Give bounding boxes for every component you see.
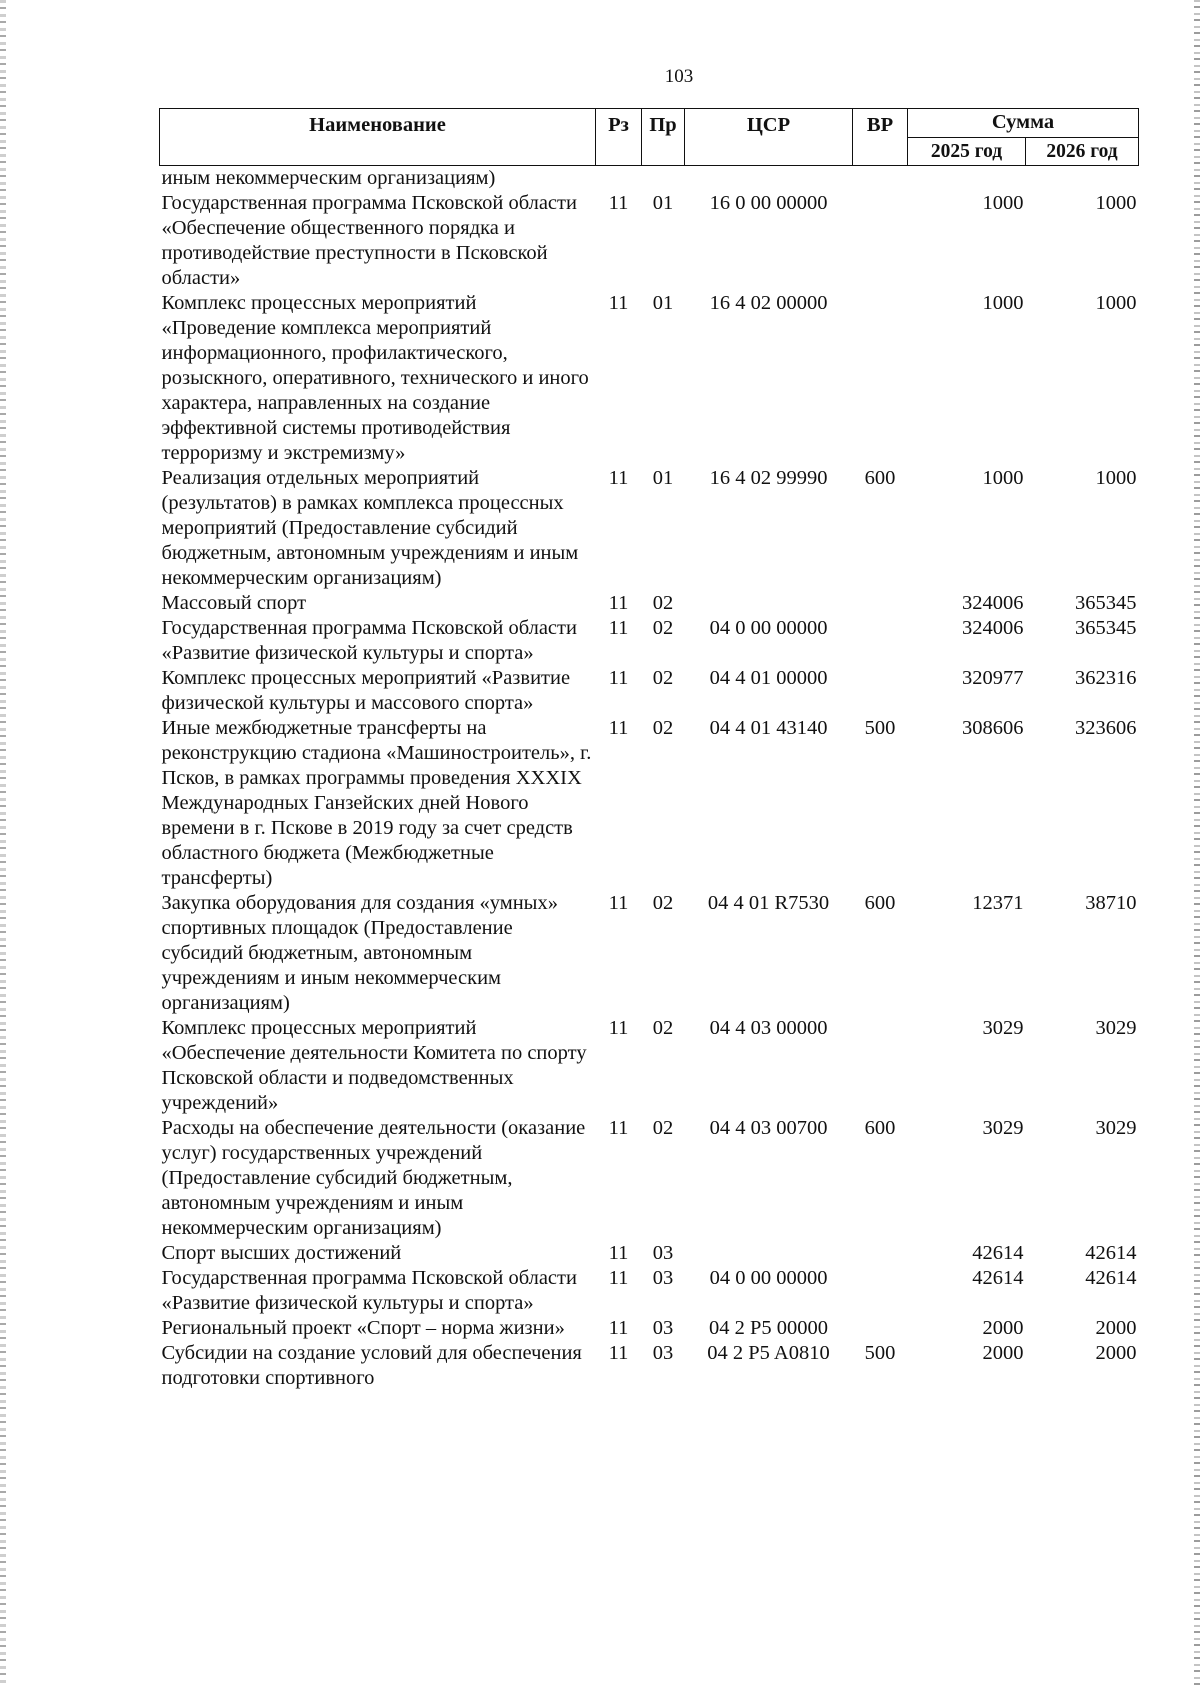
row-sum-2025: 42614 bbox=[972, 1242, 1024, 1264]
row-name: Субсидии на создание условий для обеспечения подготовки спортивного bbox=[161, 1342, 582, 1389]
row-pr: 03 bbox=[652, 1267, 674, 1289]
row-name: иным некоммерческим организациям) bbox=[161, 167, 496, 189]
row-name: Массовый спорт bbox=[161, 592, 307, 614]
row-rz: 11 bbox=[608, 892, 629, 914]
row-sum-2026: 42614 bbox=[1085, 1267, 1137, 1289]
row-name: Комплекс процессных мероприятий «Проведение комплекса мероприятий информационного, профилактического, розыскного, оперативного, технического и иного характера, направленных на создание эффективной системы противодействия терроризму и экстремизму» bbox=[161, 292, 589, 464]
row-vr bbox=[853, 166, 908, 192]
header-year-2026: 2026 год bbox=[1026, 137, 1139, 166]
row-csr bbox=[685, 591, 853, 616]
row-csr: 04 0 00 00000 bbox=[709, 1267, 828, 1289]
row-rz: 11 bbox=[608, 1117, 629, 1139]
row-sum-2025: 12371 bbox=[972, 892, 1024, 914]
row-sum-2026: 365345 bbox=[1075, 592, 1137, 614]
table-row bbox=[160, 1016, 1139, 1116]
row-sum-2025: 1000 bbox=[982, 467, 1024, 489]
table-row bbox=[160, 1341, 1139, 1391]
row-csr bbox=[685, 166, 853, 192]
row-sum-2025: 2000 bbox=[982, 1342, 1024, 1364]
row-vr: 600 bbox=[864, 1117, 896, 1139]
page-number: 103 bbox=[664, 66, 694, 87]
table-row bbox=[160, 616, 1139, 666]
row-name: Спорт высших достижений bbox=[161, 1242, 402, 1264]
row-csr: 04 2 P5 A0810 bbox=[707, 1342, 830, 1364]
row-rz bbox=[596, 166, 642, 192]
header-rz: Рз bbox=[596, 109, 642, 166]
row-vr bbox=[853, 291, 908, 466]
table-row bbox=[160, 191, 1139, 291]
row-pr: 01 bbox=[652, 467, 674, 489]
row-sum-2026: 323606 bbox=[1075, 717, 1137, 739]
row-rz: 11 bbox=[608, 192, 629, 214]
row-name: Комплекс процессных мероприятий «Обеспечение деятельности Комитета по спорту Псковской области и подведомственных учреждений» bbox=[161, 1017, 587, 1114]
row-vr bbox=[853, 1266, 908, 1316]
header-vr: ВР bbox=[853, 109, 908, 166]
row-sum-2026: 42614 bbox=[1085, 1242, 1137, 1264]
table-body bbox=[160, 166, 1139, 1392]
table-row bbox=[160, 666, 1139, 716]
row-rz: 11 bbox=[608, 1242, 629, 1264]
row-rz: 11 bbox=[608, 667, 629, 689]
row-rz: 11 bbox=[608, 1342, 629, 1364]
row-sum-2025: 3029 bbox=[982, 1017, 1024, 1039]
row-pr: 01 bbox=[652, 292, 674, 314]
row-sum-2026: 2000 bbox=[1095, 1342, 1137, 1364]
row-csr: 04 4 03 00700 bbox=[709, 1117, 828, 1139]
row-sum-2026: 38710 bbox=[1085, 892, 1137, 914]
row-sum-2025: 2000 bbox=[982, 1317, 1024, 1339]
row-csr: 16 0 00 00000 bbox=[709, 192, 828, 214]
table-row bbox=[160, 1266, 1139, 1316]
row-sum-2026: 2000 bbox=[1095, 1317, 1137, 1339]
row-pr: 03 bbox=[652, 1317, 674, 1339]
row-csr: 04 4 01 R7530 bbox=[707, 892, 830, 914]
row-sum-2026 bbox=[1026, 166, 1139, 192]
row-sum-2025: 320977 bbox=[962, 667, 1024, 689]
table-row bbox=[160, 891, 1139, 1016]
row-rz: 11 bbox=[608, 617, 629, 639]
row-vr bbox=[853, 1316, 908, 1341]
row-vr: 600 bbox=[864, 467, 896, 489]
row-vr: 500 bbox=[864, 1342, 896, 1364]
row-csr: 04 0 00 00000 bbox=[709, 617, 828, 639]
row-rz: 11 bbox=[608, 467, 629, 489]
header-year-2025: 2025 год bbox=[908, 137, 1026, 166]
header-pr: Пр bbox=[642, 109, 685, 166]
row-sum-2025: 308606 bbox=[962, 717, 1024, 739]
row-name: Государственная программа Псковской области «Обеспечение общественного порядка и противодействие преступности в Псковской области» bbox=[161, 192, 577, 289]
row-rz: 11 bbox=[608, 1267, 629, 1289]
row-vr: 500 bbox=[864, 717, 896, 739]
table-row bbox=[160, 591, 1139, 616]
row-sum-2026: 1000 bbox=[1095, 292, 1137, 314]
row-pr: 02 bbox=[652, 592, 674, 614]
row-csr: 04 2 P5 00000 bbox=[708, 1317, 829, 1339]
row-vr bbox=[853, 1016, 908, 1116]
row-csr: 04 4 03 00000 bbox=[709, 1017, 828, 1039]
row-rz: 11 bbox=[608, 717, 629, 739]
table-row bbox=[160, 1116, 1139, 1241]
row-csr bbox=[685, 1241, 853, 1266]
row-name: Расходы на обеспечение деятельности (оказание услуг) государственных учреждений (Предоставление субсидий бюджетным, автономным учреждениям и иным некоммерческим организациям) bbox=[161, 1117, 586, 1239]
header-csr: ЦСР bbox=[685, 109, 853, 166]
row-pr: 02 bbox=[652, 892, 674, 914]
row-sum-2025: 324006 bbox=[962, 592, 1024, 614]
header-name: Наименование bbox=[160, 109, 596, 166]
row-csr: 04 4 01 00000 bbox=[709, 667, 828, 689]
row-vr bbox=[853, 591, 908, 616]
table-row bbox=[160, 166, 1139, 192]
header-sum: Сумма bbox=[908, 109, 1139, 138]
row-pr: 03 bbox=[652, 1342, 674, 1364]
scan-edge-left bbox=[0, 0, 6, 1686]
row-sum-2025: 324006 bbox=[962, 617, 1024, 639]
row-rz: 11 bbox=[608, 592, 629, 614]
budget-table bbox=[159, 108, 1139, 1391]
row-sum-2026: 365345 bbox=[1075, 617, 1137, 639]
row-name: Закупка оборудования для создания «умных» спортивных площадок (Предоставление субсидий бюджетным, автономным учреждениям и иным некоммерческим организациям) bbox=[161, 892, 558, 1014]
row-pr: 02 bbox=[652, 1017, 674, 1039]
table-row bbox=[160, 1241, 1139, 1266]
row-rz: 11 bbox=[608, 1017, 629, 1039]
row-name: Региональный проект «Спорт – норма жизни» bbox=[161, 1317, 565, 1339]
scan-edge-right bbox=[1194, 0, 1200, 1686]
row-pr bbox=[642, 166, 685, 192]
row-pr: 02 bbox=[652, 617, 674, 639]
row-pr: 02 bbox=[652, 1117, 674, 1139]
table-row bbox=[160, 716, 1139, 891]
table-row bbox=[160, 291, 1139, 466]
row-pr: 02 bbox=[652, 667, 674, 689]
row-sum-2025 bbox=[908, 166, 1026, 192]
row-sum-2026: 1000 bbox=[1095, 192, 1137, 214]
row-sum-2026: 3029 bbox=[1095, 1017, 1137, 1039]
row-csr: 16 4 02 99990 bbox=[709, 467, 828, 489]
row-sum-2026: 1000 bbox=[1095, 467, 1137, 489]
row-sum-2025: 1000 bbox=[982, 192, 1024, 214]
row-name: Государственная программа Псковской области «Развитие физической культуры и спорта» bbox=[161, 1267, 577, 1314]
row-sum-2025: 1000 bbox=[982, 292, 1024, 314]
row-name: Иные межбюджетные трансферты на реконструкцию стадиона «Машиностроитель», г. Псков, в рамках программы проведения XXXIX Международных Ганзейских дней Нового времени в г. Пскове в 2019 году за счет средств областного бюджета (Межбюджетные трансферты) bbox=[161, 717, 592, 889]
row-pr: 03 bbox=[652, 1242, 674, 1264]
row-vr bbox=[853, 666, 908, 716]
row-rz: 11 bbox=[608, 292, 629, 314]
row-sum-2025: 3029 bbox=[982, 1117, 1024, 1139]
row-csr: 16 4 02 00000 bbox=[709, 292, 828, 314]
row-vr bbox=[853, 616, 908, 666]
row-sum-2026: 362316 bbox=[1075, 667, 1137, 689]
row-name: Комплекс процессных мероприятий «Развитие физической культуры и массового спорта» bbox=[161, 667, 571, 714]
row-csr: 04 4 01 43140 bbox=[709, 717, 828, 739]
row-sum-2025: 42614 bbox=[972, 1267, 1024, 1289]
row-vr bbox=[853, 1241, 908, 1266]
table-row bbox=[160, 466, 1139, 591]
row-vr: 600 bbox=[864, 892, 896, 914]
row-name: Реализация отдельных мероприятий (результатов) в рамках комплекса процессных мероприятий (Предоставление субсидий бюджетным, автономным учреждениям и иным некоммерческим организациям) bbox=[161, 467, 579, 589]
row-pr: 01 bbox=[652, 192, 674, 214]
row-name: Государственная программа Псковской области «Развитие физической культуры и спорта» bbox=[161, 617, 577, 664]
table-row bbox=[160, 1316, 1139, 1341]
row-vr bbox=[853, 191, 908, 291]
row-sum-2026: 3029 bbox=[1095, 1117, 1137, 1139]
row-pr: 02 bbox=[652, 717, 674, 739]
row-rz: 11 bbox=[608, 1317, 629, 1339]
